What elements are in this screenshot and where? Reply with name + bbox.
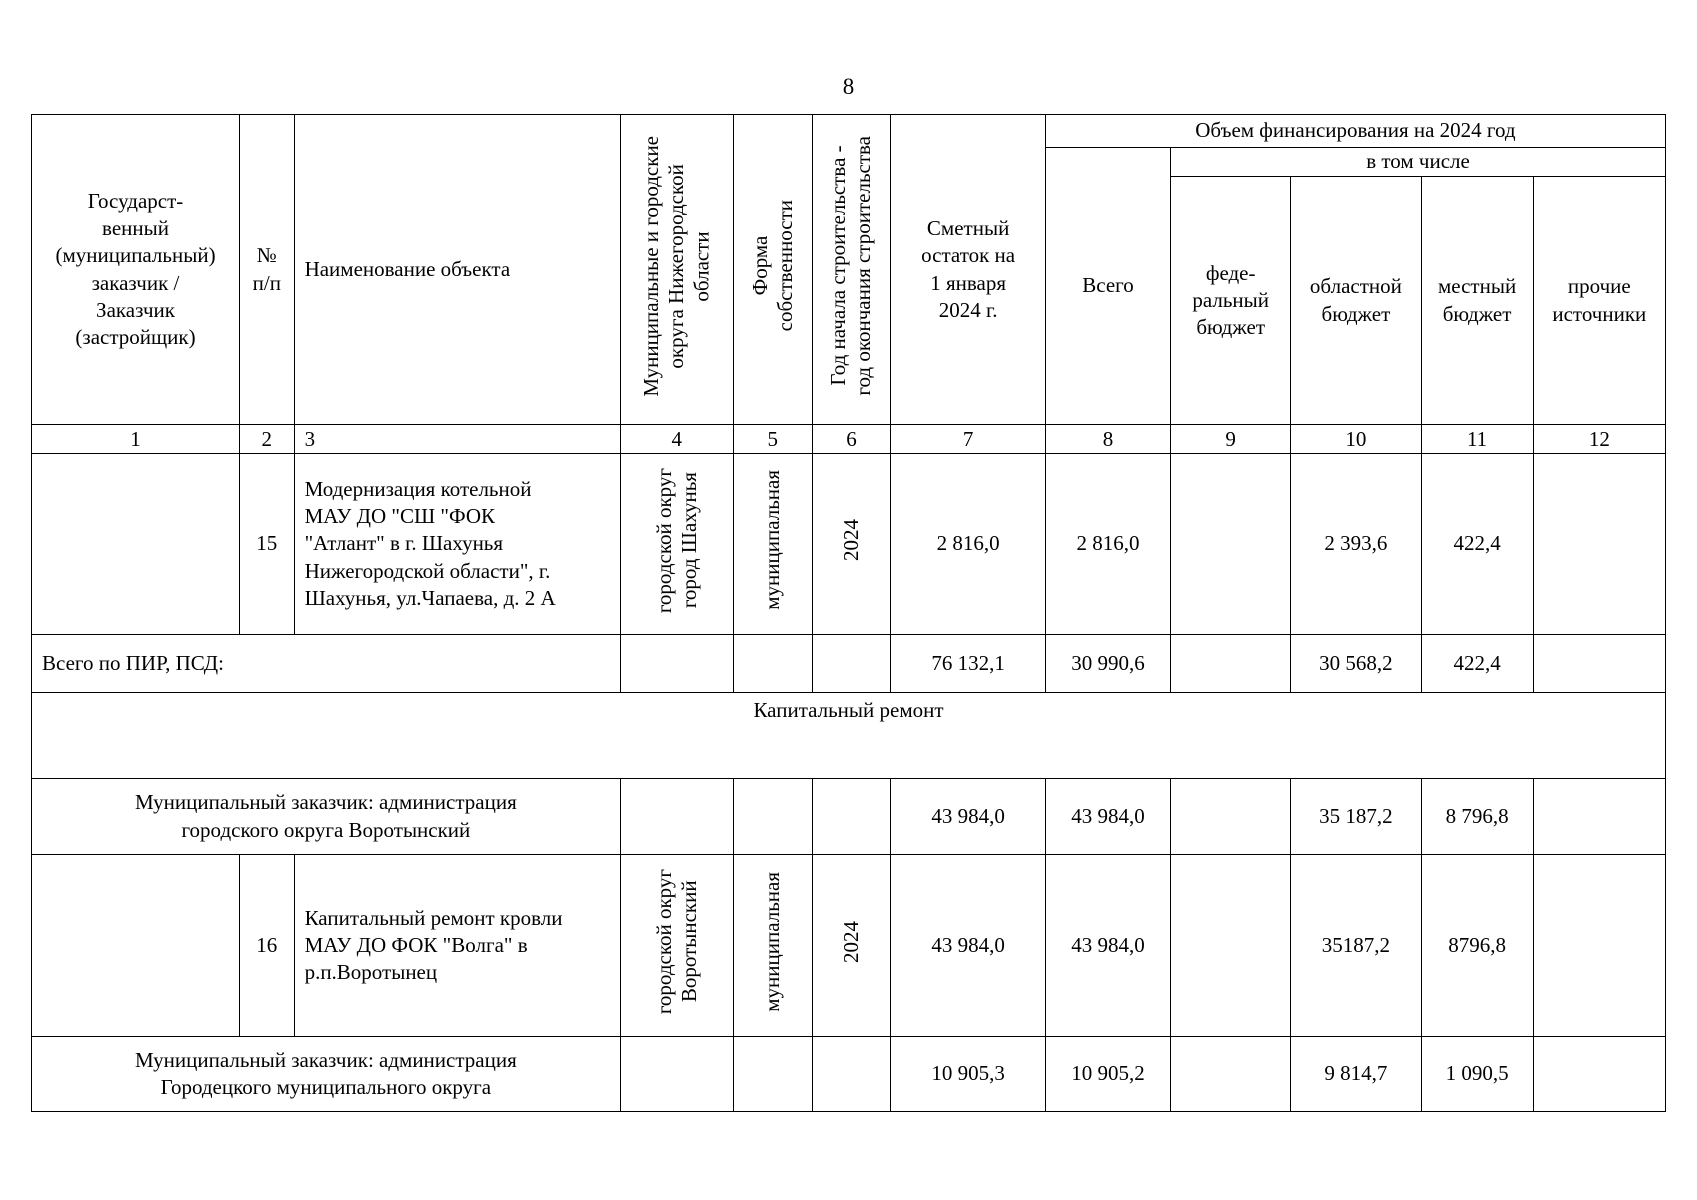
column-number: 12 bbox=[1533, 425, 1665, 454]
customer-vorotynsky-years bbox=[812, 779, 891, 855]
customer-vorotynsky-total: 43 984,0 bbox=[1045, 779, 1170, 855]
column-number: 9 bbox=[1171, 425, 1291, 454]
row16-other bbox=[1533, 855, 1665, 1037]
header-number: № п/п bbox=[240, 115, 295, 425]
row15-number: 15 bbox=[240, 454, 295, 635]
customer-gorodets-municipality bbox=[620, 1037, 733, 1112]
total-pir-years bbox=[812, 635, 891, 693]
total-pir-label: Всего по ПИР, ПСД: bbox=[32, 635, 621, 693]
section-row bbox=[32, 693, 1666, 779]
customer-vorotynsky-ownership bbox=[733, 779, 812, 855]
row15-years: 2024 bbox=[812, 454, 891, 635]
customer-vorotynsky-federal bbox=[1171, 779, 1291, 855]
header-years: Год начала строительства - год окончания строительства bbox=[812, 115, 891, 425]
column-number: 4 bbox=[620, 425, 733, 454]
column-number: 5 bbox=[733, 425, 812, 454]
row16-regional: 35187,2 bbox=[1291, 855, 1421, 1037]
row15-other bbox=[1533, 454, 1665, 635]
row15-local: 422,4 bbox=[1421, 454, 1533, 635]
row15-name: Модернизация котельной МАУ ДО "СШ "ФОК "Атлант" в г. Шахунья Нижегородской области", г. Шахунья, ул.Чапаева, д. 2 А bbox=[294, 454, 620, 635]
total-pir-federal bbox=[1171, 635, 1291, 693]
row16-estimate: 43 984,0 bbox=[891, 855, 1046, 1037]
table-row bbox=[32, 1037, 1666, 1112]
customer-vorotynsky-local: 8 796,8 bbox=[1421, 779, 1533, 855]
column-number: 6 bbox=[812, 425, 891, 454]
row16-customer bbox=[32, 855, 240, 1037]
customer-vorotynsky-label: Муниципальный заказчик: администрация городского округа Воротынский bbox=[32, 779, 621, 855]
total-pir-other bbox=[1533, 635, 1665, 693]
column-number: 10 bbox=[1291, 425, 1421, 454]
customer-gorodets-other bbox=[1533, 1037, 1665, 1112]
customer-gorodets-years bbox=[812, 1037, 891, 1112]
total-pir-municipality bbox=[620, 635, 733, 693]
customer-gorodets-total: 10 905,2 bbox=[1045, 1037, 1170, 1112]
header-federal: феде- ральный бюджет bbox=[1171, 177, 1291, 425]
customer-gorodets-ownership bbox=[733, 1037, 812, 1112]
column-number: 7 bbox=[891, 425, 1046, 454]
column-number: 11 bbox=[1421, 425, 1533, 454]
customer-gorodets-local: 1 090,5 bbox=[1421, 1037, 1533, 1112]
header-object-name: Наименование объекта bbox=[294, 115, 620, 425]
table-row bbox=[32, 855, 1666, 1037]
column-number: 1 bbox=[32, 425, 240, 454]
row16-name: Капитальный ремонт кровли МАУ ДО ФОК "Волга" в р.п.Воротынец bbox=[294, 855, 620, 1037]
total-pir-estimate: 76 132,1 bbox=[891, 635, 1046, 693]
row15-regional: 2 393,6 bbox=[1291, 454, 1421, 635]
customer-gorodets-federal bbox=[1171, 1037, 1291, 1112]
section-title: Капитальный ремонт bbox=[32, 693, 1666, 779]
row15-federal bbox=[1171, 454, 1291, 635]
customer-vorotynsky-estimate: 43 984,0 bbox=[891, 779, 1046, 855]
header-including: в том числе bbox=[1171, 148, 1666, 177]
total-pir-regional: 30 568,2 bbox=[1291, 635, 1421, 693]
header-local: местный бюджет bbox=[1421, 177, 1533, 425]
customer-gorodets-label: Муниципальный заказчик: администрация Городецкого муниципального округа bbox=[32, 1037, 621, 1112]
header-estimate: Сметный остаток на 1 января 2024 г. bbox=[891, 115, 1046, 425]
customer-gorodets-regional: 9 814,7 bbox=[1291, 1037, 1421, 1112]
row15-customer bbox=[32, 454, 240, 635]
table-row bbox=[32, 454, 1666, 635]
total-pir-total: 30 990,6 bbox=[1045, 635, 1170, 693]
customer-vorotynsky-municipality bbox=[620, 779, 733, 855]
table-row bbox=[32, 635, 1666, 693]
column-number: 8 bbox=[1045, 425, 1170, 454]
header-ownership: Форма собственности bbox=[733, 115, 812, 425]
row16-ownership: муниципальная bbox=[733, 855, 812, 1037]
row16-municipality: городской округ Воротынский bbox=[620, 855, 733, 1037]
customer-vorotynsky-regional: 35 187,2 bbox=[1291, 779, 1421, 855]
row16-local: 8796,8 bbox=[1421, 855, 1533, 1037]
page-number: 8 bbox=[842, 74, 855, 99]
row16-federal bbox=[1171, 855, 1291, 1037]
column-number: 3 bbox=[294, 425, 620, 454]
row16-total: 43 984,0 bbox=[1045, 855, 1170, 1037]
financing-table bbox=[31, 114, 1666, 1112]
customer-vorotynsky-other bbox=[1533, 779, 1665, 855]
header-municipality: Муниципальные и городские округа Нижегородской области bbox=[620, 115, 733, 425]
row16-number: 16 bbox=[240, 855, 295, 1037]
header-other: прочие источники bbox=[1533, 177, 1665, 425]
table-row bbox=[32, 779, 1666, 855]
row16-years: 2024 bbox=[812, 855, 891, 1037]
row15-municipality: городской округ город Шахунья bbox=[620, 454, 733, 635]
row15-total: 2 816,0 bbox=[1045, 454, 1170, 635]
row15-ownership: муниципальная bbox=[733, 454, 812, 635]
total-pir-ownership bbox=[733, 635, 812, 693]
header-total: Всего bbox=[1045, 148, 1170, 425]
header-regional: областной бюджет bbox=[1291, 177, 1421, 425]
column-numbers-row bbox=[32, 425, 1666, 454]
column-number: 2 bbox=[240, 425, 295, 454]
row15-estimate: 2 816,0 bbox=[891, 454, 1046, 635]
total-pir-local: 422,4 bbox=[1421, 635, 1533, 693]
header-financing: Объем финансирования на 2024 год bbox=[1045, 115, 1665, 148]
header-customer: Государст- венный (муниципальный) заказчик / Заказчик (застройщик) bbox=[32, 115, 240, 425]
customer-gorodets-estimate: 10 905,3 bbox=[891, 1037, 1046, 1112]
